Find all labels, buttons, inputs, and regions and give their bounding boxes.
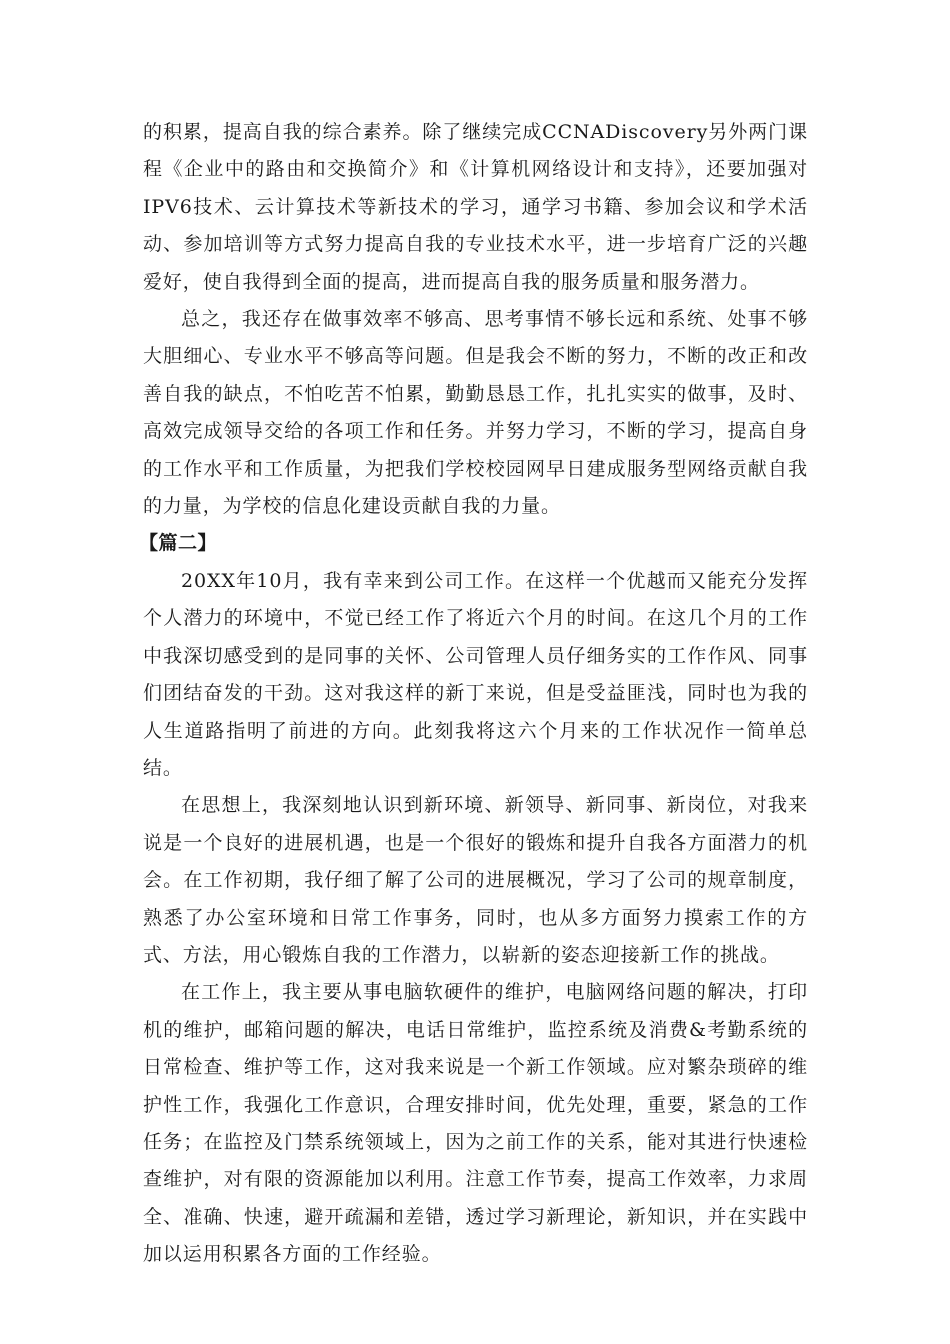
paragraph-thinking: 在思想上，我深刻地认识到新环境、新领导、新同事、新岗位，对我来说是一个良好的进展机遇，也是一个很好的锻炼和提升自我各方面潜力的机会。在工作初期，我仔细了解了公司的进展概况，学习了公司的规章制度，熟悉了办公室环境和日常工作事务，同时，也从多方面努力摸索工作的方式、方法，用心锻炼自我的工作潜力，以崭新的姿态迎接新工作的挑战。 [143,794,808,966]
paragraph-work: 在工作上，我主要从事电脑软硬件的维护，电脑网络问题的解决，打印机的维护，邮箱问题的解决，电话日常维护，监控系统及消费&考勤系统的日常检查、维护等工作，这对我来说是一个新工作领域。应对繁杂琐碎的维护性工作，我强化工作意识，合理安排时间，优先处理，重要，紧急的工作任务；在监控及门禁系统领域上，因为之前工作的关系，能对其进行快速检查维护，对有限的资源能加以利用。注意工作节奏，提高工作效率，力求周全、准确、快速，避开疏漏和差错，透过学习新理论，新知识，并在实践中加以运用积累各方面的工作经验。 [143,981,808,1266]
document-body [139,114,808,1274]
paragraph-continuation: 的积累，提高自我的综合素养。除了继续完成CCNADiscovery另外两门课程《企业中的路由和交换简介》和《计算机网络设计和支持》，还要加强对IPV6技术、云计算技术等新技术的学习，通学习书籍、参加会议和学术活动、参加培训等方式努力提高自我的专业技术水平，进一步培育广泛的兴趣爱好，使自我得到全面的提高，进而提高自我的服务质量和服务潜力。 [143,121,808,293]
paragraph-intro: 20XX年10月，我有幸来到公司工作。在这样一个优越而又能充分发挥个人潜力的环境中，不觉已经工作了将近六个月的时间。在这几个月的工作中我深切感受到的是同事的关怀、公司管理人员仔细务实的工作作风、同事们团结奋发的干劲。这对我这样的新丁来说，但是受益匪浅，同时也为我的人生道路指明了前进的方向。此刻我将这六个月来的工作状况作一简单总结。 [143,569,808,779]
section-heading: 【篇二】 [139,532,218,555]
paragraph-summary: 总之，我还存在做事效率不够高、思考事情不够长远和系统、处事不够大胆细心、专业水平不够高等问题。但是我会不断的努力，不断的改正和改善自我的缺点，不怕吃苦不怕累，勤勤恳恳工作，扎扎实实的做事，及时、高效完成领导交给的各项工作和任务。并努力学习，不断的学习，提高自身的工作水平和工作质量，为把我们学校校园网早日建成服务型网络贡献自我的力量，为学校的信息化建设贡献自我的力量。 [143,308,808,518]
